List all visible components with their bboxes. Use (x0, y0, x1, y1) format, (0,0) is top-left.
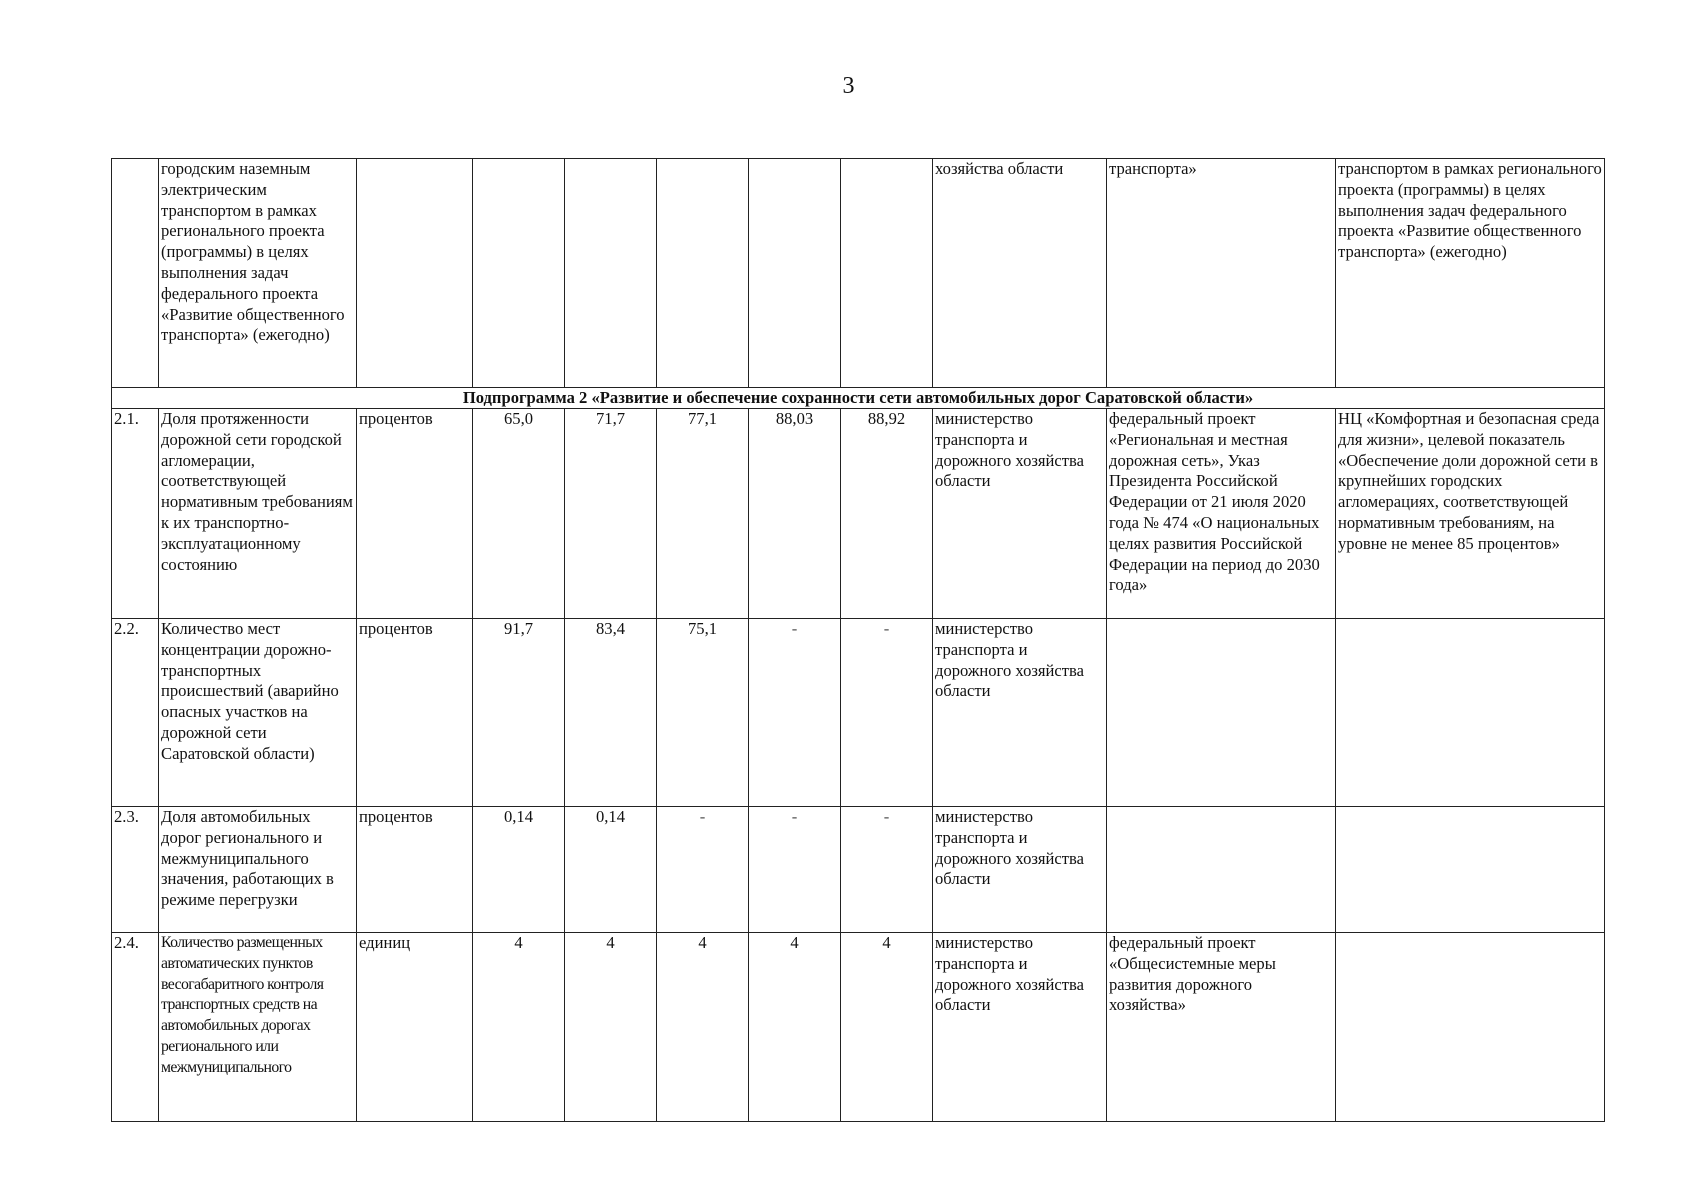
value-5: - (841, 619, 933, 807)
value-3: 75,1 (657, 619, 749, 807)
basis (1107, 807, 1336, 933)
value-4 (749, 159, 841, 388)
value-1 (473, 159, 565, 388)
table-row (112, 933, 1605, 1122)
indicator-name: Доля протяженности дорожной сети городской агломерации, соответствующей нормативным требованиям к их транспортно-эксплуатационному состоянию (159, 409, 357, 619)
link (1336, 807, 1605, 933)
value-4: - (749, 807, 841, 933)
link: транспортом в рамках регионального проекта (программы) в целях выполнения задач федерального проекта «Развитие общественного транспорта» (ежегодно) (1336, 159, 1605, 388)
table-row (112, 159, 1605, 388)
basis: транспорта» (1107, 159, 1336, 388)
basis (1107, 619, 1336, 807)
value-5: - (841, 807, 933, 933)
basis: федеральный проект «Региональная и местная дорожная сеть», Указ Президента Российской Федерации от 21 июля 2020 года № 474 «О национальных целях развития Российской Федерации на период до 2030 года» (1107, 409, 1336, 619)
value-3: 77,1 (657, 409, 749, 619)
link (1336, 933, 1605, 1122)
unit: единиц (357, 933, 473, 1122)
unit: процентов (357, 409, 473, 619)
value-2: 71,7 (565, 409, 657, 619)
table-row (112, 409, 1605, 619)
value-4: 4 (749, 933, 841, 1122)
value-2: 83,4 (565, 619, 657, 807)
value-1: 91,7 (473, 619, 565, 807)
indicator-name: городским наземным электрическим транспортом в рамках регионального проекта (программы) в целях выполнения задач федерального проекта «Развитие общественного транспорта» (ежегодно) (159, 159, 357, 388)
subprogram-title: Подпрограмма 2 «Развитие и обеспечение сохранности сети автомобильных дорог Саратовской области» (112, 388, 1605, 409)
row-index: 2.4. (112, 933, 159, 1122)
table-row (112, 619, 1605, 807)
responsible: министерство транспорта и дорожного хозяйства области (933, 619, 1107, 807)
subprogram-header-row (112, 388, 1605, 409)
value-4: 88,03 (749, 409, 841, 619)
value-1: 0,14 (473, 807, 565, 933)
responsible: министерство транспорта и дорожного хозяйства области (933, 807, 1107, 933)
unit: процентов (357, 619, 473, 807)
basis: федеральный проект «Общесистемные меры развития дорожного хозяйства» (1107, 933, 1336, 1122)
indicators-table (111, 158, 1605, 1122)
value-3 (657, 159, 749, 388)
indicator-name: Количество мест концентрации дорожно-транспортных происшествий (аварийно опасных участков на дорожной сети Саратовской области) (159, 619, 357, 807)
responsible: хозяйства области (933, 159, 1107, 388)
value-5: 4 (841, 933, 933, 1122)
value-2: 0,14 (565, 807, 657, 933)
page-number: 3 (842, 73, 855, 99)
row-index (112, 159, 159, 388)
indicator-name: Доля автомобильных дорог регионального и межмуниципального значения, работающих в режиме перегрузки (159, 807, 357, 933)
value-1: 65,0 (473, 409, 565, 619)
value-3: 4 (657, 933, 749, 1122)
value-5: 88,92 (841, 409, 933, 619)
value-5 (841, 159, 933, 388)
row-index: 2.1. (112, 409, 159, 619)
unit: процентов (357, 807, 473, 933)
link (1336, 619, 1605, 807)
value-3: - (657, 807, 749, 933)
responsible: министерство транспорта и дорожного хозяйства области (933, 933, 1107, 1122)
indicator-name: Количество размещенных автоматических пунктов весогабаритного контроля транспортных средств на автомобильных дорогах регионального или межмуниципального (159, 933, 357, 1122)
value-4: - (749, 619, 841, 807)
value-2 (565, 159, 657, 388)
link: НЦ «Комфортная и безопасная среда для жизни», целевой показатель «Обеспечение доли дорожной сети в крупнейших городских агломерациях, соответствующей нормативным требованиям, на уровне не менее 85 процентов» (1336, 409, 1605, 619)
responsible: министерство транспорта и дорожного хозяйства области (933, 409, 1107, 619)
value-2: 4 (565, 933, 657, 1122)
table-row (112, 807, 1605, 933)
row-index: 2.2. (112, 619, 159, 807)
row-index: 2.3. (112, 807, 159, 933)
value-1: 4 (473, 933, 565, 1122)
unit (357, 159, 473, 388)
